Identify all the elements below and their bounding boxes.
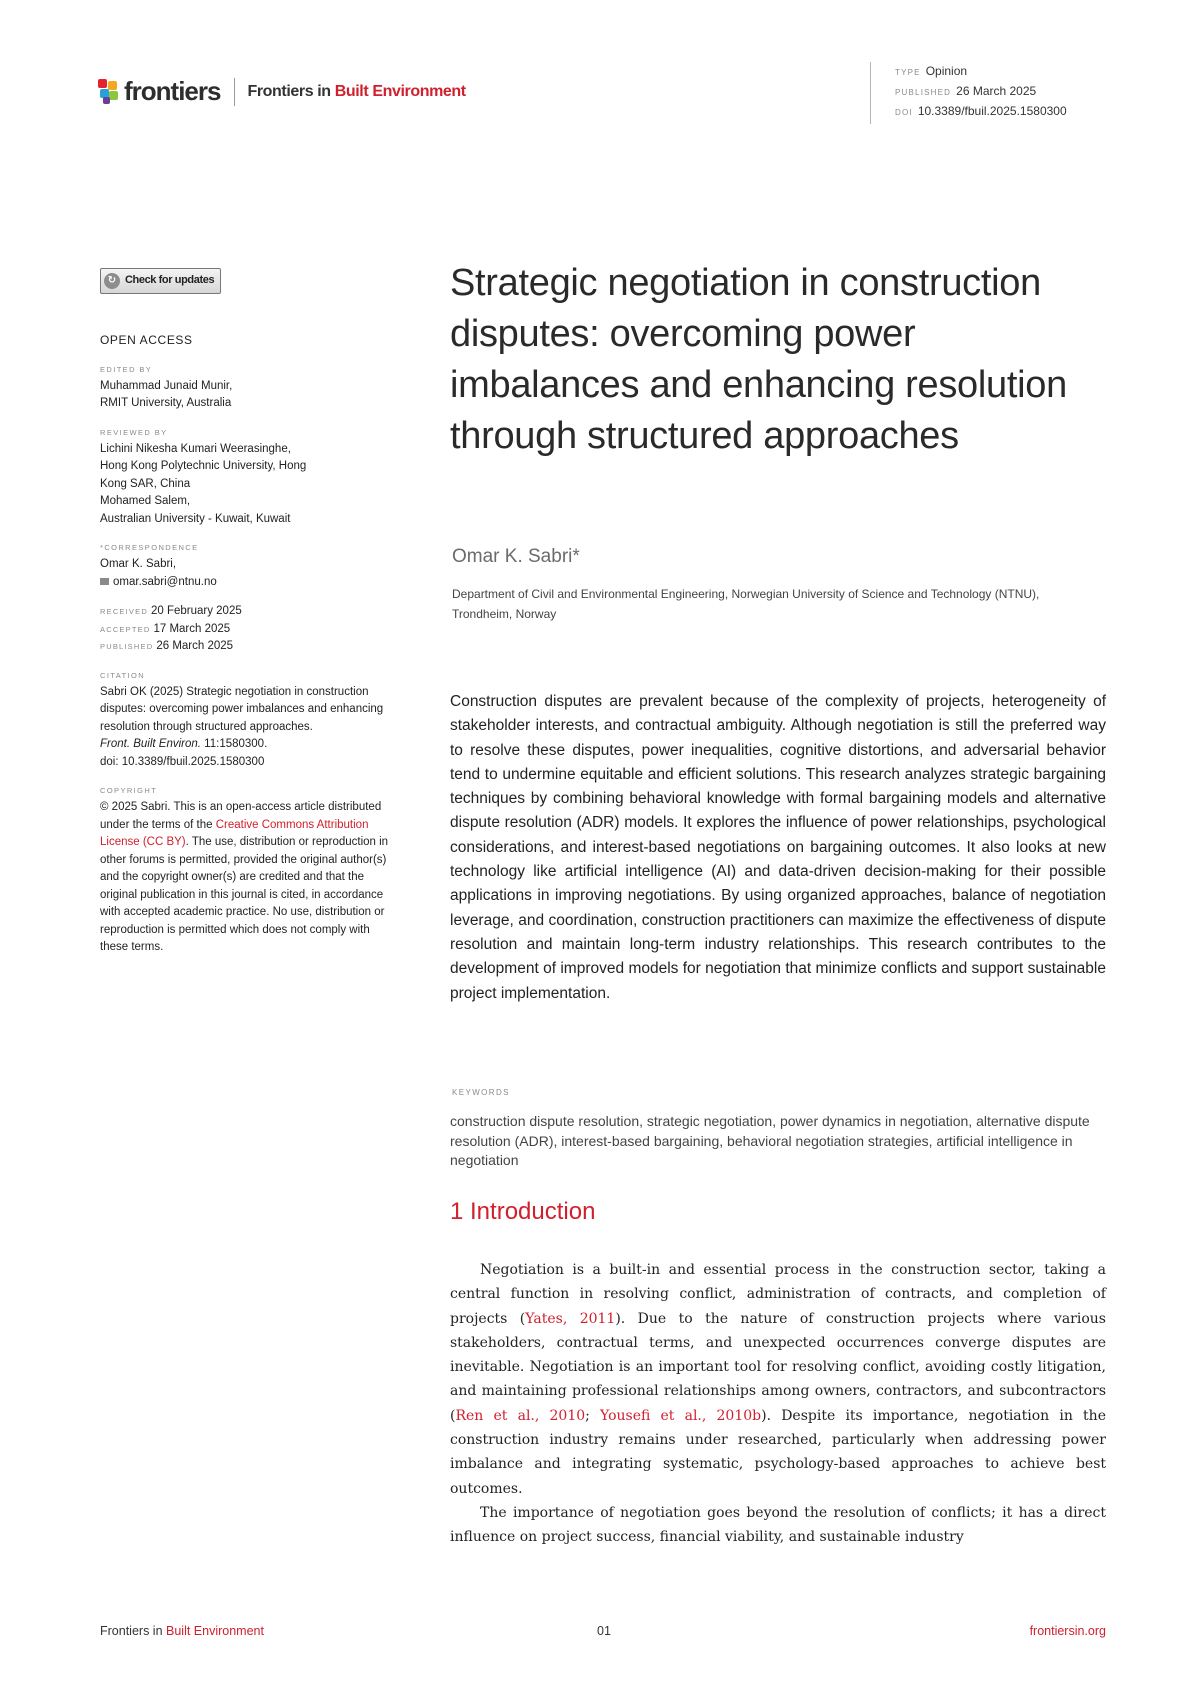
open-access-label: OPEN ACCESS bbox=[100, 333, 193, 347]
edited-by-label: EDITED BY bbox=[100, 364, 153, 374]
reviewers: Lichini Nikesha Kumari Weerasinghe, Hong Kong Polytechnic University, Hong Kong SAR, China Mohamed Salem, Australian University - Kuwait, Kuwait bbox=[100, 442, 307, 525]
introduction-body bbox=[450, 1258, 1106, 1550]
author[interactable]: Omar K. Sabri* bbox=[452, 546, 580, 567]
dates: RECEIVED 20 February 2025 ACCEPTED 17 March 2025 PUBLISHED 26 March 2025 bbox=[100, 605, 242, 652]
copyright-label: COPYRIGHT bbox=[100, 786, 158, 795]
journal-name[interactable]: Frontiers in Built Environment bbox=[247, 82, 466, 100]
meta-published: PUBLISHED 26 March 2025 bbox=[895, 84, 1037, 98]
email-icon bbox=[100, 578, 109, 585]
logo-divider bbox=[234, 78, 235, 106]
paragraph: Negotiation is a built-in and essential process in the construction sector, taking a central function in resolving conflict, administration of contracts, and completion of projects (Yates, 2011). Due to the nature of construction projects where various stakeholders, contractual terms, and unexpected occurrences converge disputes are inevitable. Negotiation is an important tool for resolving conflict, avoiding costly litigation, and maintaining professional relationships among owners, contractors, and subcontractors (Ren et al., 2010; Yousefi et al., 2010b). Despite its importance, negotiation in the construction industry remains under researched, particularly when addressing power imbalance and integrating systematic, psychology-based approaches to achieve best outcomes. bbox=[450, 1262, 1106, 1497]
sidebar bbox=[100, 268, 400, 957]
citation: Sabri OK (2025) Strategic negotiation in construction disputes: overcoming power imbalances and enhancing resolution through structured approaches. Front. Built Environ. 11:1580300. doi: 10.3389/fbuil.2025.1580300 bbox=[100, 685, 384, 768]
reference-link[interactable]: Ren et al., 2010 bbox=[455, 1407, 586, 1424]
email-link[interactable]: omar.sabri@ntnu.no bbox=[100, 574, 400, 592]
section-heading-introduction: 1 Introduction bbox=[450, 1198, 596, 1225]
reviewed-by-label: REVIEWED BY bbox=[100, 427, 168, 437]
publisher-wordmark: frontiers bbox=[124, 76, 221, 106]
keywords: construction dispute resolution, strategic negotiation, power dynamics in negotiation, alternative dispute resolution (ADR), interest-based bargaining, behavioral negotiation strategies, artificial intelligence in negotiation bbox=[450, 1113, 1090, 1168]
affiliation: Department of Civil and Environmental Engineering, Norwegian University of Science and Technology (NTNU), Trondheim, Norway bbox=[452, 587, 1040, 621]
correspondence: Omar K. Sabri, omar.sabri@ntnu.no bbox=[100, 556, 400, 591]
paragraph: The importance of negotiation goes beyond the resolution of conflicts; it has a direct influence on project success, financial viability, and sustainable industry bbox=[450, 1504, 1106, 1546]
abstract: Construction disputes are prevalent because of the complexity of projects, heterogeneity of stakeholder interests, and contractual ambiguity. Although negotiation is still the preferred way to resolve these disputes, power inequalities, cognitive distortions, and adversarial behavior tend to undermine equitable and efficient solutions. This research analyzes strategic bargaining techniques by combining behavioral knowledge with formal bargaining models and alternative dispute resolution (ADR) models. It explores the influence of power relationships, psychological considerations, and interest-based negotiations on bargaining outcomes. It also looks at new technology like artificial intelligence (AI) and data-driven decision-making for their possible applications in improving negotiations. By using organized approaches, balance of negotiation leverage, and coordination, construction practitioners can maximize the effectiveness of dispute resolution and maintain long-term industry relationships. This research contributes to the development of improved models for negotiation that minimize conflicts and support sustainable project implementation. bbox=[450, 693, 1106, 1002]
keywords-label: KEYWORDS bbox=[452, 1088, 510, 1097]
citation-label: CITATION bbox=[100, 670, 146, 680]
reference-link[interactable]: Yates, 2011 bbox=[525, 1310, 616, 1327]
frontiers-mark-icon bbox=[98, 79, 120, 105]
correspondence-label: *CORRESPONDENCE bbox=[100, 543, 199, 552]
license-link[interactable]: Creative Commons Attribution License (CC BY) bbox=[100, 818, 369, 848]
article-title: Strategic negotiation in construction disputes: overcoming power imbalances and enhancing resolution through structured approaches bbox=[450, 262, 1067, 457]
frontiers-logo[interactable] bbox=[98, 76, 466, 107]
citation-doi[interactable]: doi: 10.3389/fbuil.2025.1580300 bbox=[100, 755, 265, 768]
check-updates-button[interactable]: ↻ Check for updates bbox=[100, 268, 221, 294]
article-meta bbox=[870, 62, 1067, 124]
meta-type: TYPE Opinion bbox=[895, 64, 968, 78]
page-number: 01 bbox=[597, 1624, 611, 1638]
meta-doi[interactable]: DOI 10.3389/fbuil.2025.1580300 bbox=[895, 104, 1067, 118]
editor: Muhammad Junaid Munir, RMIT University, Australia bbox=[100, 379, 233, 409]
copyright: © 2025 Sabri. This is an open-access article distributed under the terms of the Creative Commons Attribution License (CC BY). The use, distribution or reproduction in other forums is permitted, provided the original author(s) and the copyright owner(s) are credited and that the original publication in this journal is cited, in accordance with accepted academic practice. No use, distribution or reproduction is permitted which does not comply with these terms. bbox=[100, 801, 389, 953]
reference-link[interactable]: Yousefi et al., 2010b bbox=[600, 1407, 762, 1424]
footer-site-link[interactable]: frontiersin.org bbox=[1029, 1624, 1106, 1638]
refresh-icon: ↻ bbox=[104, 273, 120, 289]
footer-journal[interactable]: Frontiers in Built Environment bbox=[100, 1624, 264, 1638]
